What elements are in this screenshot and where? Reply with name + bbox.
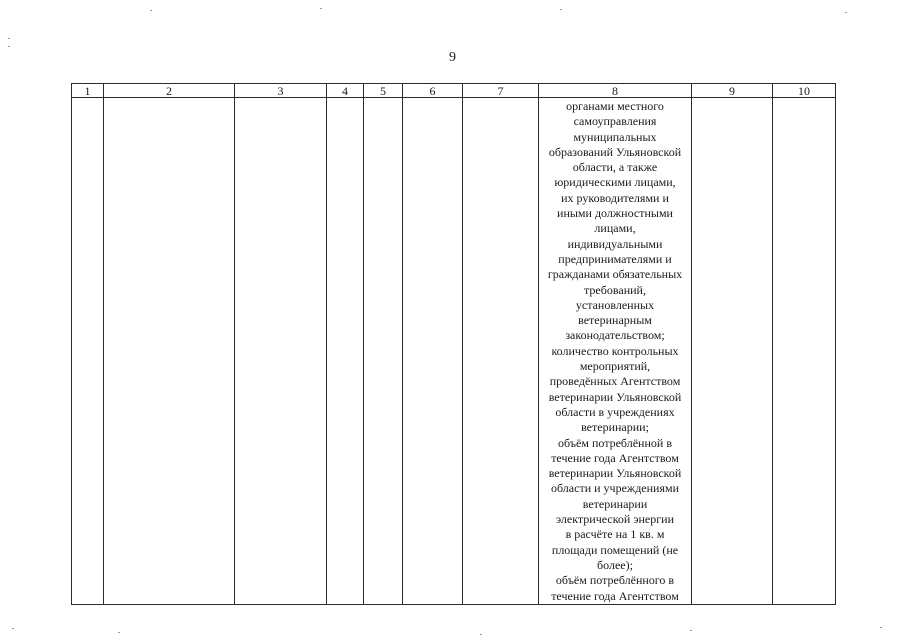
- table-cell-col10: [773, 98, 836, 605]
- table-cell-col3: [235, 98, 327, 605]
- table-cell-col4: [327, 98, 364, 605]
- column8-line: установленных: [575, 297, 655, 312]
- column8-line: органами местного: [566, 99, 664, 113]
- column8-line: образований Ульяновской: [548, 144, 682, 159]
- scan-artifact: [480, 634, 482, 635]
- table-cell-col1: [72, 98, 104, 605]
- column8-line: гражданами обязательных: [547, 267, 683, 282]
- column8-line: требований,: [584, 282, 646, 297]
- column8-line: муниципальных: [573, 129, 657, 144]
- column-header-4: 4: [327, 84, 364, 98]
- column8-line: их руководителями и: [561, 190, 669, 205]
- column8-line: течение года Агентством: [551, 588, 679, 603]
- column8-line: индивидуальными: [567, 236, 663, 251]
- scan-artifact: [880, 627, 882, 628]
- column8-line: области, а также: [572, 160, 658, 175]
- column8-line: самоуправления: [573, 114, 657, 129]
- table-cell-col6: [403, 98, 463, 605]
- scan-artifact: [320, 8, 322, 9]
- column8-line: ветеринарии: [582, 496, 648, 511]
- column8-text: [539, 98, 691, 604]
- scan-artifact: [8, 46, 10, 47]
- column-header-10: 10: [773, 84, 836, 98]
- column-header-5: 5: [364, 84, 403, 98]
- column8-line: иными должностными: [557, 206, 673, 221]
- column8-line: течение года Агентством: [551, 450, 679, 465]
- column8-line: юридическими лицами,: [554, 175, 676, 190]
- column8-line: предпринимателями и: [558, 251, 672, 266]
- column8-line: области и учреждениями: [551, 481, 679, 496]
- table-row: [72, 98, 836, 605]
- scan-artifact: [12, 628, 14, 629]
- table-cell-col9: [692, 98, 773, 605]
- column8-line: области в учреждениях: [555, 404, 675, 419]
- column-header-7: 7: [463, 84, 539, 98]
- column8-line: ветеринарным: [578, 313, 652, 328]
- column8-line: ветеринарии Ульяновской: [548, 389, 682, 404]
- page-number: 9: [449, 50, 456, 65]
- document-table: [71, 83, 836, 605]
- table-cell-col5: [364, 98, 403, 605]
- table-header-row: [72, 84, 836, 98]
- scan-artifact: [560, 9, 562, 10]
- column8-line: проведённых Агентством: [549, 374, 681, 389]
- column8-line: объём потреблённой в: [558, 435, 672, 450]
- column-header-9: 9: [692, 84, 773, 98]
- column8-line: в расчёте на 1 кв. м: [565, 527, 665, 542]
- column8-line: более);: [597, 557, 633, 572]
- column-header-8: 8: [539, 84, 692, 98]
- column-header-6: 6: [403, 84, 463, 98]
- table-cell-col8: [539, 98, 692, 605]
- column8-line: ветеринарии Ульяновской: [548, 466, 682, 481]
- column-header-1: 1: [72, 84, 104, 98]
- scan-artifact: [690, 630, 692, 631]
- column-header-3: 3: [235, 84, 327, 98]
- column8-line: объём потреблённого в: [555, 573, 675, 588]
- column8-line: площади помещений (не: [551, 542, 679, 557]
- column8-line: лицами,: [594, 221, 636, 236]
- scan-artifact: [845, 12, 847, 13]
- column8-line: количество контрольных: [551, 343, 679, 358]
- table-cell-col7: [463, 98, 539, 605]
- column8-line: законодательством;: [565, 328, 665, 343]
- column8-line: ветеринарии;: [581, 420, 649, 435]
- column8-line: электрической энергии: [555, 512, 675, 527]
- column-header-2: 2: [104, 84, 235, 98]
- scan-artifact: [118, 632, 120, 633]
- column8-line: мероприятий,: [579, 359, 651, 374]
- table-cell-col2: [104, 98, 235, 605]
- scan-artifact: [8, 38, 10, 39]
- scan-artifact: [150, 10, 152, 11]
